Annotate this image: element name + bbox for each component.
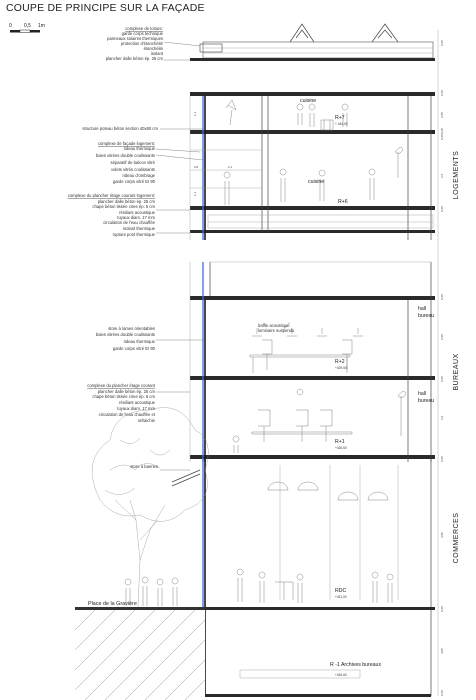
roof-annotation: étanchéité — [143, 46, 163, 51]
level-altitude: + 444,00 — [335, 122, 348, 126]
dim-value: 0,35 — [440, 40, 444, 46]
shop-block — [172, 459, 435, 610]
facade-annotation: séparatif de balcon vitré — [110, 160, 155, 165]
roof-annotation: plancher dalle béton ép. 25 cm — [105, 56, 163, 61]
dim-value: 0,25 — [440, 690, 444, 696]
dim-value: 0,8 — [194, 165, 199, 169]
housing-floor-annotation: isolant thermique — [123, 226, 155, 231]
dim-value: 0,25 — [440, 90, 444, 96]
office-floor-annotation: circulation de l'eau chauffée et — [98, 412, 155, 417]
level-markers — [335, 115, 348, 677]
office-floor-annotation: plancher dalle béton ép. 25 cm — [97, 389, 155, 394]
annotation-leaders — [156, 42, 290, 470]
room-cuisine-mid: cuisine — [308, 179, 325, 185]
facade-annotation: volets vitrés coulissants — [111, 167, 155, 172]
level-name: R+6 — [338, 199, 348, 205]
roof-annotation: complexe de toiture: — [125, 26, 163, 31]
office-floor-annotation: tuyaux diam. 17 mm — [117, 406, 155, 411]
level-name: RDC — [335, 588, 347, 594]
store-note: store à bannes — [130, 464, 158, 469]
dim-value: 2,1 — [228, 165, 233, 169]
roof — [190, 24, 435, 61]
office-floor-annotations — [87, 383, 156, 423]
scale-bar — [9, 23, 45, 33]
dim-value: 0,25 — [440, 606, 444, 612]
roof-annotation: panneaux solaires thermiques — [107, 36, 163, 41]
room-archives: R -1 Archives bureaux — [330, 662, 382, 668]
office-floor-annotation: chape béton tissée ciree ép. 5 cm — [92, 394, 155, 399]
luminaire-note: luminaire suspendu — [258, 328, 295, 333]
level-altitude: +426,60 — [335, 446, 347, 450]
office-block — [190, 262, 435, 462]
scale-label-1m: 1m — [38, 23, 45, 29]
level-altitude: +429,50 — [335, 366, 347, 370]
room-bureau: bureau — [418, 398, 435, 404]
level-name: R+1 — [335, 439, 345, 445]
housing-floor-annotations — [68, 193, 156, 237]
level-name: R+2 — [335, 359, 345, 365]
dim-value: 2,6 — [440, 173, 444, 178]
office-floor-annotation: rafraichie — [137, 418, 155, 423]
facade-annotation: baies vitrées double coulissants — [95, 153, 155, 158]
dim-value: 1,1 — [193, 191, 197, 196]
dim-value: 1,1 — [193, 111, 197, 116]
facade-annotation: rideau thermique — [123, 146, 155, 151]
page-title: COUPE DE PRINCIPE SUR LA FAÇADE — [6, 2, 205, 14]
dim-value: 0,25 — [440, 376, 444, 382]
dim-value: 0,25 — [440, 456, 444, 462]
dim-value: 2,65 — [440, 112, 444, 118]
dim-value: 4,05 — [440, 648, 444, 654]
dimension-line-right — [190, 30, 438, 696]
office-facade-annotation: store à lames orientables — [108, 326, 155, 331]
roof-annotation: isolant — [150, 51, 163, 56]
housing-floor-annotation: tuyaux diam. 17 mm — [117, 215, 155, 220]
level-name: R+7 — [335, 115, 345, 121]
facade-annotation: garde corps vitré EI 90 — [112, 179, 155, 184]
basement-block — [75, 607, 431, 700]
level-altitude: +421,00 — [335, 595, 347, 599]
left-dimensions — [193, 111, 233, 196]
dim-value: 0,25 — [440, 294, 444, 300]
office-floor-annotation: résiliant acoustique — [119, 400, 155, 405]
roof-annotation: protection d'étanchéité — [120, 41, 163, 46]
right-dimensions — [440, 40, 444, 696]
housing-block — [190, 92, 435, 240]
dim-value: 3,2 — [440, 415, 444, 420]
level-altitude: +416,60 — [335, 673, 347, 677]
facade-annotation: rideau d'ombrage — [122, 173, 155, 178]
scale-label-05: 0,5 — [24, 23, 31, 29]
place-label: Place de la Gravière — [88, 601, 137, 607]
zone-commerces: COMMERCES — [453, 512, 460, 564]
housing-floor-annotation: circulation de l'eau chauffée — [103, 220, 155, 225]
room-hall: hall — [418, 306, 427, 312]
office-floor-annotation: complexe du plancher étage courant — [87, 383, 155, 388]
baffle-note: baffle acoustique — [258, 323, 290, 328]
level-altitude: +441,10 — [335, 206, 347, 210]
housing-floor-annotation: complexe du plancher étage courant logement: — [67, 193, 155, 198]
dim-value: 0,25 — [440, 206, 444, 212]
facade-annotation: complexe de façade logement: — [97, 141, 155, 146]
structure-note: structure poteau béton section 40x60 cm — [82, 126, 158, 131]
office-facade-annotations — [96, 326, 156, 351]
facade-annotations — [96, 141, 156, 184]
housing-floor-annotation: rupture pont thermique — [112, 232, 155, 237]
room-hall: hall — [418, 391, 427, 397]
housing-floor-annotation: chape béton tissée ciree ép. 5 cm — [92, 204, 155, 209]
housing-floor-annotation: plancher dalle béton ép. 25 cm — [97, 199, 155, 204]
dim-value: 0,25 — [440, 128, 444, 134]
office-facade-annotation: baies vitrées double coulissants — [95, 332, 155, 337]
office-facade-annotation: garde corps vitré EI 90 — [112, 346, 155, 351]
roof-annotations — [106, 26, 164, 61]
room-bureau: bureau — [418, 313, 435, 319]
roof-annotation: garde corps technique — [121, 31, 163, 36]
zone-logements: LOGEMENTS — [453, 150, 460, 200]
dim-value: 2,65 — [440, 334, 444, 340]
office-facade-annotation: rideau thermique — [123, 339, 155, 344]
room-cuisine-top: cuisine — [300, 98, 317, 104]
dim-value: 4,55 — [440, 532, 444, 538]
scale-label-0: 0 — [9, 23, 12, 29]
zone-bureaux: BUREAUX — [453, 353, 460, 391]
dim-value: 0,25 — [440, 134, 444, 140]
room-labels — [300, 98, 434, 668]
housing-floor-annotation: résiliant acoustique — [119, 210, 155, 215]
tree-illustration — [92, 408, 208, 608]
